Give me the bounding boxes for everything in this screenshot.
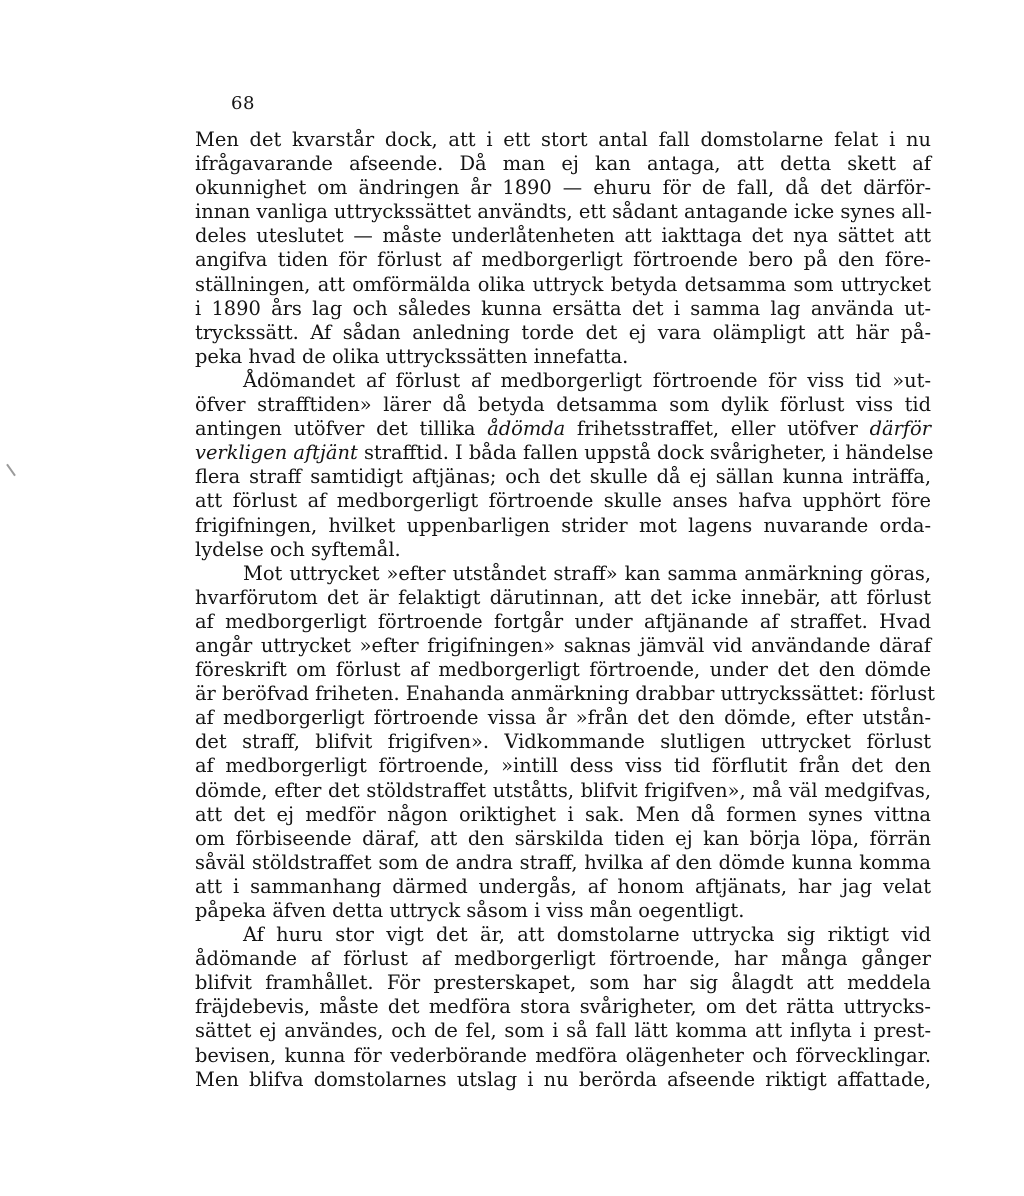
text-line: att i sammanhang därmed undergås, af honom aftjänats, har jag velat	[195, 874, 931, 898]
text-line: såväl stöldstraffet som de andra straff, hvilka af den dömde kunna komma	[195, 850, 931, 874]
text-line: Af huru stor vigt det är, att domstolarne uttrycka sig riktigt vid	[243, 923, 931, 947]
text-line: flera straff samtidigt aftjänas; och det skulle då ej sällan kunna inträffa,	[195, 465, 931, 489]
text-line: ifrågavarande afseende. Då man ej kan antaga, att detta skett af	[195, 152, 931, 176]
text-line: öfver strafftiden» lärer då betyda detsamma som dylik förlust viss tid	[195, 393, 931, 417]
text-line: dömde, efter det stöldstraffet utståtts, blifvit frigifven», må väl medgifvas,	[195, 778, 931, 802]
text-line	[195, 441, 934, 465]
margin-mark	[6, 464, 16, 477]
text-line: bevisen, kunna för vederbörande medföra olägenheter och förvecklingar.	[195, 1043, 931, 1067]
text-line: om förbiseende däraf, att den särskilda tiden ej kan börja löpa, förrän	[195, 826, 931, 850]
text-line: ställningen, att omförmälda olika uttryck betyda detsamma som uttrycket	[195, 272, 931, 296]
text-line: Ådömandet af förlust af medborgerligt förtroende för viss tid »ut-	[243, 368, 931, 392]
text-line: angår uttrycket »efter frigifningen» saknas jämväl vid användande däraf	[195, 633, 931, 657]
italic-word: ådömda	[487, 417, 566, 441]
text-line: tryckssätt. Af sådan anledning torde det ej vara olämpligt att här på-	[195, 320, 931, 344]
italic-phrase: verkligen aftjänt	[195, 441, 358, 465]
text-line: af medborgerligt förtroende vissa år »från det den dömde, efter utstån-	[195, 706, 931, 730]
text-line: påpeka äfven detta uttryck såsom i viss mån oegentligt.	[195, 899, 745, 922]
text-line: blifvit framhållet. För presterskapet, som har sig ålagdt att meddela	[195, 971, 931, 995]
text-run: frihetsstraffet, eller utöfver	[565, 417, 870, 441]
text-line: frigifningen, hvilket uppenbarligen strider mot lagens nuvarande orda-	[195, 513, 931, 537]
text-line: Men det kvarstår dock, att i ett stort antal fall domstolarne felat i nu	[195, 128, 931, 151]
text-line: är beröfvad friheten. Enahanda anmärkning drabbar uttryckssättet: förlust	[195, 682, 935, 706]
text-line: peka hvad de olika uttryckssätten innefatta.	[195, 344, 629, 368]
text-line: lydelse och syftemål.	[195, 537, 401, 561]
text-line: innan vanliga uttryckssättet användts, ett sådant antagande icke synes all-	[195, 200, 932, 224]
text-run: strafftid. I båda fallen uppstå dock svårigheter, i händelse	[357, 441, 934, 465]
italic-word: därför	[869, 417, 931, 441]
page-number: 68	[231, 93, 255, 114]
text-line: ådömande af förlust af medborgerligt förtroende, har många gånger	[195, 947, 931, 971]
text-line: af medborgerligt förtroende fortgår under aftjänande af straffet. Hvad	[195, 609, 931, 633]
text-line: okunnighet om ändringen år 1890 — ehuru för de fall, då det därför-	[195, 176, 931, 200]
text-line: af medborgerligt förtroende, »intill dess viss tid förflutit från det den	[195, 754, 931, 778]
text-run: antingen utöfver det tillika	[195, 417, 488, 441]
text-line: Men blifva domstolarnes utslag i nu berörda afseende riktigt affattade,	[195, 1067, 931, 1091]
text-line: hvarförutom det är felaktigt därutinnan, att det icke innebär, att förlust	[195, 585, 931, 609]
text-line: det straff, blifvit frigifven». Vidkommande slutligen uttrycket förlust	[195, 730, 931, 754]
text-line: fräjdebevis, måste det medföra stora svårigheter, om det rätta uttrycks-	[195, 995, 931, 1019]
text-line-mixed	[195, 417, 931, 441]
text-line: sättet ej användes, och de fel, som i så fall lätt komma att inflyta i prest-	[195, 1019, 931, 1043]
text-line: deles uteslutet — måste underlåtenheten att iakttaga det nya sättet att	[195, 224, 931, 248]
body-text	[195, 128, 935, 1092]
text-line: i 1890 års lag och således kunna ersätta det i samma lag använda ut-	[195, 296, 931, 320]
text-line: angifva tiden för förlust af medborgerligt förtroende bero på den före-	[195, 248, 931, 272]
text-line: föreskrift om förlust af medborgerligt förtroende, under det den dömde	[195, 658, 931, 682]
text-line: att det ej medför någon oriktighet i sak. Men då formen synes vittna	[195, 802, 931, 826]
text-line: att förlust af medborgerligt förtroende skulle anses hafva upphört före	[195, 489, 931, 513]
text-line: Mot uttrycket »efter utståndet straff» kan samma anmärkning göras,	[243, 561, 931, 585]
